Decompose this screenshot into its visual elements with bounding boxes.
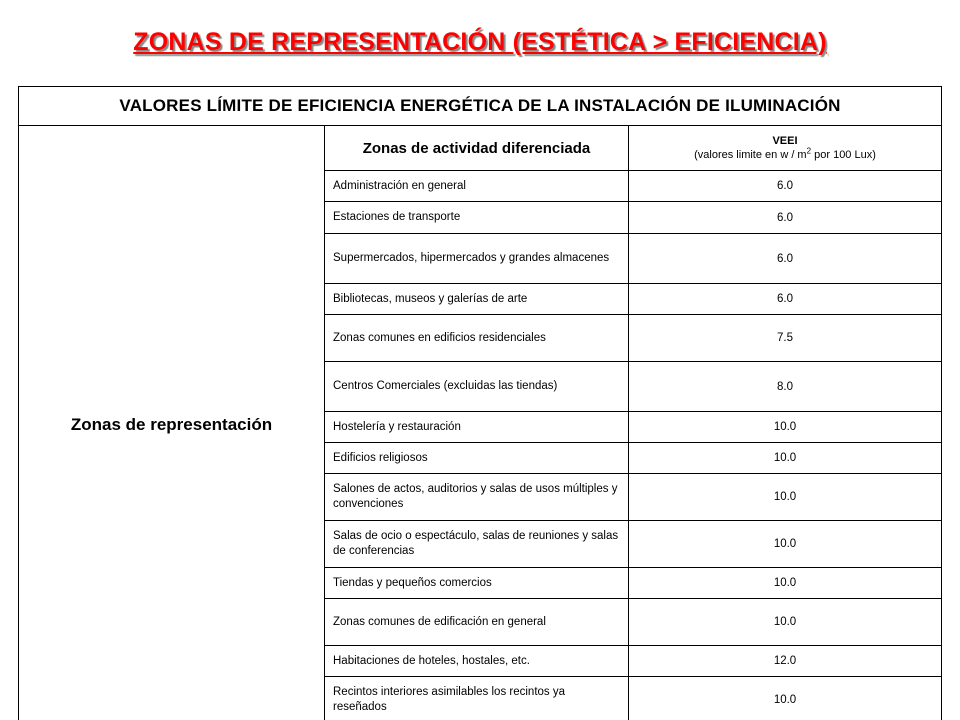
activity-cell: Bibliotecas, museos y galerías de arte (325, 284, 629, 315)
activity-cell: Zonas comunes en edificios residenciales (325, 315, 629, 362)
veei-value-cell: 6.0 (629, 284, 942, 315)
activity-cell: Zonas comunes de edificación en general (325, 599, 629, 646)
zone-label: Zonas de representación (19, 126, 325, 720)
activity-cell: Edificios religiosos (325, 443, 629, 474)
activity-cell: Administración en general (325, 171, 629, 202)
veei-value-cell: 7.5 (629, 315, 942, 362)
veei-value-cell: 6.0 (629, 171, 942, 202)
veei-value-cell: 10.0 (629, 521, 942, 568)
value-header-subtitle: (valores limite en w / $m^2$ por 100 Lux) (694, 146, 876, 161)
veei-value-cell: 12.0 (629, 646, 942, 677)
veei-table (18, 86, 942, 720)
veei-value-cell: 10.0 (629, 443, 942, 474)
veei-value-cell: 10.0 (629, 568, 942, 599)
activity-column-header: Zonas de actividad diferenciada (325, 126, 629, 171)
activity-cell: Estaciones de transporte (325, 202, 629, 234)
page-title: ZONAS DE REPRESENTACIÓN (ESTÉTICA > EFICIENCIA) (133, 28, 827, 56)
activity-cell: Supermercados, hipermercados y grandes almacenes (325, 234, 629, 284)
activity-cell: Hostelería y restauración (325, 412, 629, 443)
activity-cell: Salones de actos, auditorios y salas de usos múltiples y convenciones (325, 474, 629, 521)
activity-cell: Recintos interiores asimilables los recintos ya reseñados (325, 677, 629, 720)
table-main-header: VALORES LÍMITE DE EFICIENCIA ENERGÉTICA DE LA INSTALACIÓN DE ILUMINACIÓN (19, 87, 942, 126)
activity-cell: Centros Comerciales (excluidas las tiendas) (325, 362, 629, 412)
veei-value-cell: 6.0 (629, 202, 942, 234)
table-subheader-row (19, 126, 942, 171)
veei-value-cell: 8.0 (629, 362, 942, 412)
veei-value-cell: 10.0 (629, 599, 942, 646)
activity-cell: Habitaciones de hoteles, hostales, etc. (325, 646, 629, 677)
veei-value-cell: 10.0 (629, 412, 942, 443)
value-header-title: VEEI (772, 135, 798, 147)
activity-cell: Salas de ocio o espectáculo, salas de reuniones y salas de conferencias (325, 521, 629, 568)
activity-cell: Tiendas y pequeños comercios (325, 568, 629, 599)
veei-value-cell: 6.0 (629, 234, 942, 284)
table-header-row (19, 87, 942, 126)
value-column-header (629, 126, 942, 171)
veei-value-cell: 10.0 (629, 677, 942, 720)
veei-value-cell: 10.0 (629, 474, 942, 521)
